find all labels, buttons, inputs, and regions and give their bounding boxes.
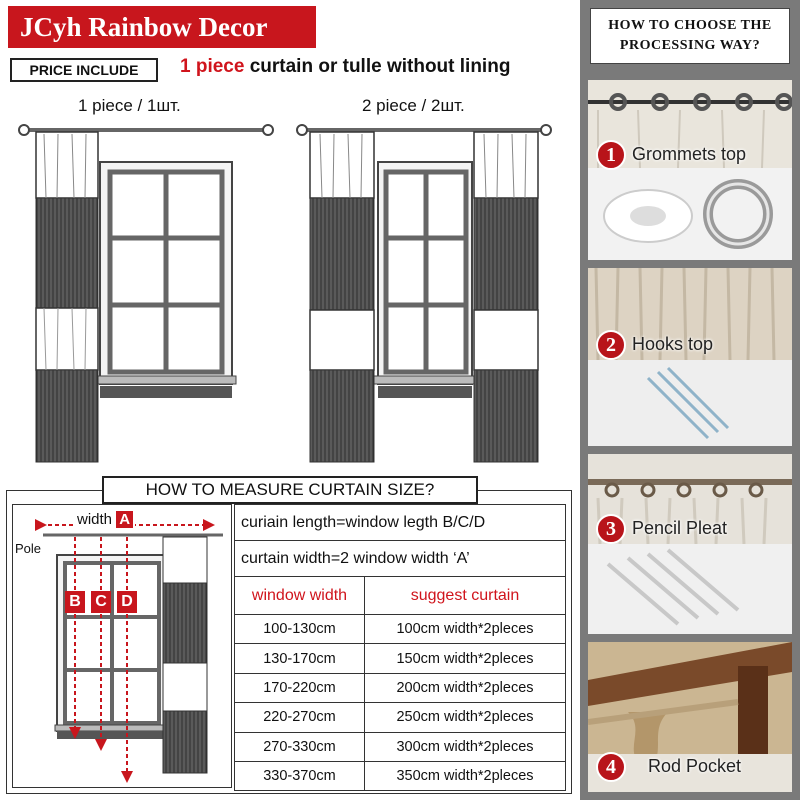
window-width-cell: 170-220cm	[235, 673, 365, 702]
brand-banner: JCyh Rainbow Decor	[8, 6, 316, 48]
processing-title-line2: PROCESSING WAY?	[619, 38, 761, 53]
option-pencil-pleat	[588, 454, 792, 634]
window-width-cell: 100-130cm	[235, 615, 365, 644]
pole-label: Pole	[15, 541, 42, 556]
width-rule: curtain width=2 window width ‘A’	[235, 541, 566, 577]
curtain-panel-two-right	[474, 132, 538, 462]
option-number-1: 1	[596, 140, 626, 170]
height-letter-c: C	[91, 591, 111, 613]
window-width-cell: 270-330cm	[235, 732, 365, 761]
suggest-curtain-cell: 350cm width*2pleces	[365, 761, 566, 790]
option-label-pencil-pleat: Pencil Pleat	[632, 518, 728, 538]
table-row	[235, 732, 566, 761]
option-label-hooks: Hooks top	[632, 334, 714, 354]
processing-title	[590, 8, 790, 64]
window-one	[96, 162, 236, 398]
caption-two-piece: 2 piece / 2шт.	[362, 96, 465, 115]
width-rule-row	[235, 541, 566, 577]
option-number-4: 4	[596, 752, 626, 782]
price-include-label: PRICE INCLUDE	[10, 58, 158, 82]
height-letter-b: B	[65, 591, 85, 613]
option-rod-pocket	[588, 642, 792, 792]
suggest-curtain-cell: 300cm width*2pleces	[365, 732, 566, 761]
height-letter-d: D	[117, 591, 137, 613]
suggest-curtain-cell: 100cm width*2pleces	[365, 615, 566, 644]
processing-title-line1: HOW TO CHOOSE THE	[608, 18, 772, 33]
curtain-illustrations	[0, 110, 576, 480]
caption-one-piece: 1 piece / 1шт.	[78, 96, 181, 115]
window-two	[374, 162, 476, 398]
curtain-panel-one	[36, 132, 98, 462]
col-suggest-curtain: suggest curtain	[365, 577, 566, 615]
option-label-rod-pocket: Rod Pocket	[648, 756, 742, 776]
price-rest: curtain or tulle without lining	[244, 56, 511, 77]
window-width-cell: 220-270cm	[235, 703, 365, 732]
table-header-row	[235, 577, 566, 615]
table-row	[235, 615, 566, 644]
grommets-illustration	[588, 80, 792, 260]
length-rule: curiain length=window legth B/C/D	[235, 505, 566, 541]
price-quantity: 1 piece	[180, 56, 245, 77]
width-label-text: width	[77, 511, 113, 528]
length-rule-row	[235, 505, 566, 541]
suggest-curtain-cell: 150cm width*2pleces	[365, 644, 566, 673]
table-row	[235, 703, 566, 732]
option-label-grommets: Grommets top	[632, 144, 747, 164]
width-letter: A	[116, 511, 133, 528]
option-number-2: 2	[596, 330, 626, 360]
size-table	[234, 504, 566, 791]
measure-diagram-art	[13, 505, 231, 787]
table-row	[235, 673, 566, 702]
measure-title: HOW TO MEASURE CURTAIN SIZE?	[102, 476, 478, 504]
window-width-cell: 130-170cm	[235, 644, 365, 673]
width-label	[75, 511, 135, 528]
col-window-width: window width	[235, 577, 365, 615]
option-number-3: 3	[596, 514, 626, 544]
table-row	[235, 761, 566, 790]
curtain-panel-two-left	[310, 132, 374, 462]
option-hooks-top	[588, 268, 792, 446]
table-row	[235, 644, 566, 673]
measure-diagram	[12, 504, 232, 788]
price-description	[180, 56, 510, 78]
suggest-curtain-cell: 250cm width*2pleces	[365, 703, 566, 732]
option-grommets-top	[588, 80, 792, 260]
suggest-curtain-cell: 200cm width*2pleces	[365, 673, 566, 702]
window-width-cell: 330-370cm	[235, 761, 365, 790]
pencil-pleat-illustration	[588, 454, 792, 634]
